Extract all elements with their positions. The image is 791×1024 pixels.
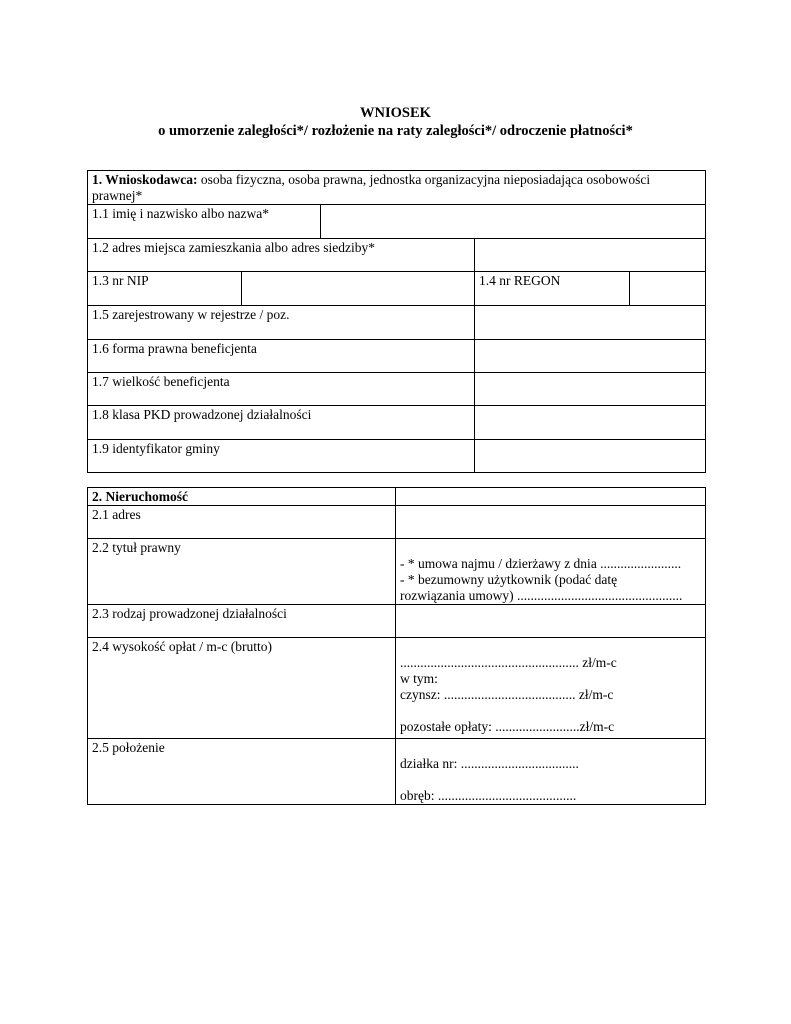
fees-value-cell[interactable] <box>396 638 706 739</box>
property-address-label-cell <box>88 506 396 539</box>
precinct-line: obręb: ......................................... <box>400 788 577 803</box>
name-label: 1.1 imię i nazwisko albo nazwa* <box>92 206 269 221</box>
address-label: 1.2 adres miejsca zamieszkania albo adres siedziby* <box>92 240 376 255</box>
activity-label: 2.3 rodzaj prowadzonej działalności <box>92 606 287 621</box>
property-heading-cell <box>88 488 396 506</box>
legal-form-value-cell[interactable] <box>475 340 706 373</box>
commune-label-cell <box>88 440 475 473</box>
plot-number-line: działka nr: ................................... <box>400 756 579 771</box>
legal-title-label: 2.2 tytuł prawny <box>92 540 181 555</box>
commune-label: 1.9 identyfikator gminy <box>92 441 220 456</box>
location-label: 2.5 położenie <box>92 740 165 755</box>
register-label-cell <box>88 306 475 340</box>
nip-value-cell[interactable] <box>242 272 475 306</box>
fees-total-line: ..................................................... zł/m-c <box>400 655 617 670</box>
location-value-cell[interactable] <box>396 739 706 805</box>
property-address-value-cell[interactable] <box>396 506 706 539</box>
pkd-value-cell[interactable] <box>475 406 706 440</box>
legal-form-label: 1.6 forma prawna beneficjenta <box>92 341 257 356</box>
fees-other-line: pozostałe opłaty: .........................zł/m-c <box>400 719 615 734</box>
nip-label-cell <box>88 272 242 306</box>
legal-title-options-cell[interactable] <box>396 539 706 605</box>
activity-label-cell <box>88 605 396 638</box>
address-value-cell[interactable] <box>475 239 706 272</box>
document-title-block <box>0 104 791 140</box>
property-table <box>87 487 706 805</box>
property-heading-empty <box>396 488 706 506</box>
fees-rent-line: czynsz: ....................................... zł/m-c <box>400 687 614 702</box>
register-label: 1.5 zarejestrowany w rejestrze / poz. <box>92 307 290 322</box>
regon-label: 1.4 nr REGON <box>479 273 561 288</box>
location-label-cell <box>88 739 396 805</box>
commune-value-cell[interactable] <box>475 440 706 473</box>
address-label-cell <box>88 239 475 272</box>
applicant-heading-text: osoba fizyczna, osoba prawna, jednostka organizacyjna nieposiadająca osobowości prawnej* <box>92 172 651 203</box>
register-value-cell[interactable] <box>475 306 706 340</box>
size-label: 1.7 wielkość beneficjenta <box>92 374 230 389</box>
fees-including-line: w tym: <box>400 671 438 686</box>
document-title: WNIOSEK <box>360 105 431 121</box>
applicant-heading-label: 1. Wnioskodawca: <box>92 172 198 187</box>
activity-value-cell[interactable] <box>396 605 706 638</box>
legal-title-option-nocontract-1: - * bezumowny użytkownik (podać datę <box>400 572 618 587</box>
fees-label-cell <box>88 638 396 739</box>
legal-title-option-lease: - * umowa najmu / dzierżawy z dnia ........................ <box>400 556 682 571</box>
regon-cell <box>475 272 706 306</box>
pkd-label: 1.8 klasa PKD prowadzonej działalności <box>92 407 312 422</box>
fees-label: 2.4 wysokość opłat / m-c (brutto) <box>92 639 272 654</box>
name-value-cell[interactable] <box>321 205 706 239</box>
property-heading: 2. Nieruchomość <box>92 489 188 504</box>
regon-label-cell <box>475 272 630 305</box>
property-address-label: 2.1 adres <box>92 507 141 522</box>
size-label-cell <box>88 373 475 406</box>
legal-form-label-cell <box>88 340 475 373</box>
applicant-table <box>87 170 706 473</box>
applicant-heading-cell <box>88 171 706 205</box>
name-label-cell <box>88 205 321 239</box>
nip-label: 1.3 nr NIP <box>92 273 149 288</box>
regon-value-cell[interactable] <box>630 272 706 305</box>
size-value-cell[interactable] <box>475 373 706 406</box>
legal-title-option-nocontract-2: rozwiązania umowy) ................................................. <box>400 588 683 603</box>
pkd-label-cell <box>88 406 475 440</box>
legal-title-label-cell <box>88 539 396 605</box>
regon-inner <box>475 272 705 305</box>
document-subtitle: o umorzenie zaległości*/ rozłożenie na raty zaległości*/ odroczenie płatności* <box>158 123 633 139</box>
